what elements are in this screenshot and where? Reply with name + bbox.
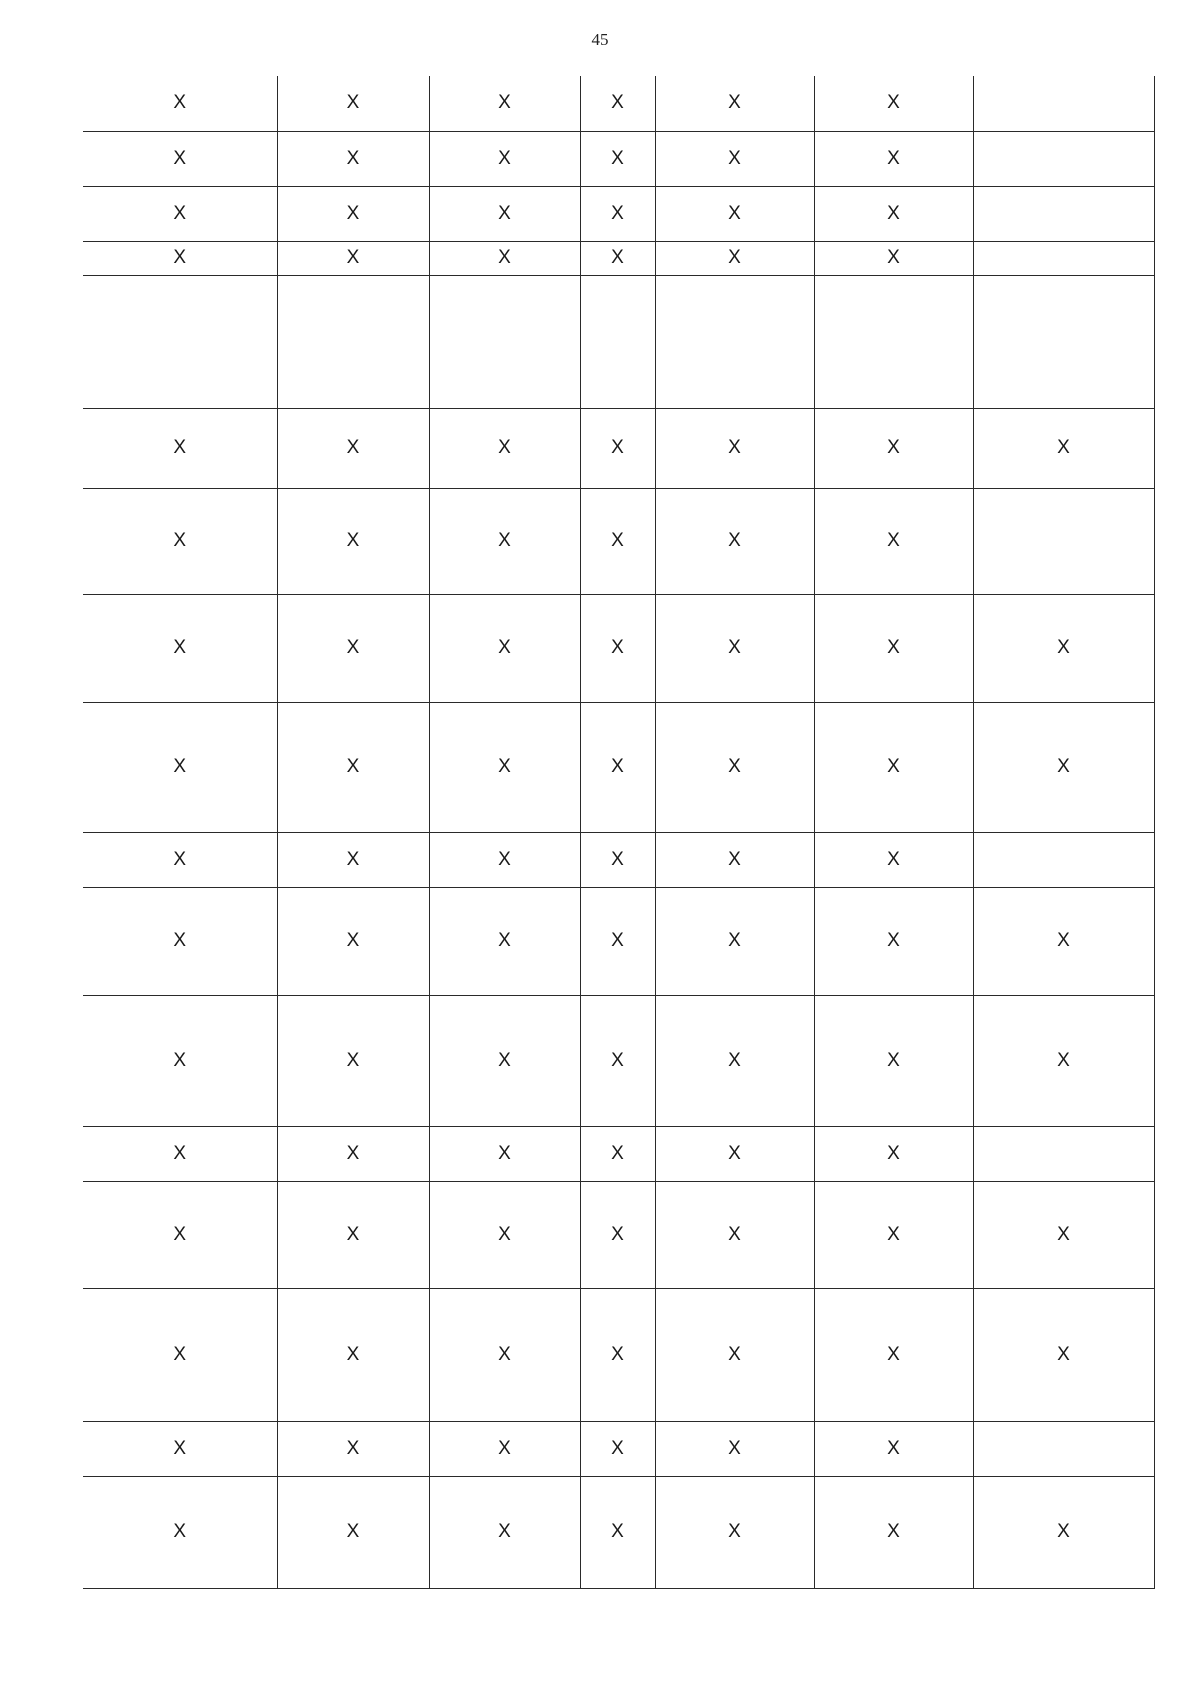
- table-cell: X: [277, 702, 429, 832]
- table-cell: X: [580, 1126, 655, 1181]
- table-cell: X: [429, 408, 580, 488]
- table-cell: X: [814, 832, 973, 887]
- table-cell: X: [277, 186, 429, 241]
- table-cell: X: [814, 131, 973, 186]
- table-cell: X: [83, 131, 277, 186]
- table-cell: X: [429, 241, 580, 275]
- table-cell: X: [83, 76, 277, 131]
- table-cell: X: [580, 1421, 655, 1476]
- table-cell: X: [429, 76, 580, 131]
- table-cell: X: [814, 76, 973, 131]
- table-body: [83, 76, 1154, 1588]
- table-cell: X: [429, 1126, 580, 1181]
- table-cell: X: [83, 408, 277, 488]
- table-row: [83, 1181, 1154, 1288]
- table-cell: X: [814, 1288, 973, 1421]
- table-row: [83, 408, 1154, 488]
- table-cell: X: [83, 832, 277, 887]
- table-cell: X: [83, 186, 277, 241]
- table-cell: X: [83, 241, 277, 275]
- table-cell: X: [277, 488, 429, 594]
- table-row: [83, 1421, 1154, 1476]
- table-cell: X: [580, 887, 655, 995]
- table-cell: X: [814, 887, 973, 995]
- table-cell: X: [655, 887, 814, 995]
- table-cell: X: [83, 995, 277, 1126]
- table-cell: X: [580, 832, 655, 887]
- table-cell: X: [83, 1181, 277, 1288]
- table-cell: X: [429, 1181, 580, 1288]
- table-cell: X: [429, 186, 580, 241]
- table-cell: [973, 488, 1154, 594]
- table-row: [83, 995, 1154, 1126]
- table-row: [83, 887, 1154, 995]
- table-cell: X: [429, 832, 580, 887]
- table-cell: X: [580, 1181, 655, 1288]
- table-cell: [973, 186, 1154, 241]
- table-row: [83, 76, 1154, 131]
- table-cell: X: [83, 1288, 277, 1421]
- table-cell: X: [83, 1421, 277, 1476]
- table-cell: X: [814, 241, 973, 275]
- table-row: [83, 241, 1154, 275]
- table-cell: X: [814, 594, 973, 702]
- table-cell: X: [277, 1288, 429, 1421]
- table-cell: X: [655, 594, 814, 702]
- table-cell: X: [83, 488, 277, 594]
- table-cell: X: [655, 488, 814, 594]
- table-row: [83, 832, 1154, 887]
- table-cell: X: [655, 832, 814, 887]
- table-cell: X: [814, 186, 973, 241]
- table-cell: X: [814, 1421, 973, 1476]
- table-cell: X: [580, 408, 655, 488]
- table-cell: X: [973, 1476, 1154, 1588]
- table-cell: X: [580, 1476, 655, 1588]
- table-cell: X: [580, 186, 655, 241]
- table-cell: X: [429, 594, 580, 702]
- table-cell: X: [814, 1476, 973, 1588]
- table-cell: [655, 275, 814, 408]
- table-cell: X: [655, 76, 814, 131]
- table-cell: X: [655, 408, 814, 488]
- table-cell: X: [655, 186, 814, 241]
- table-cell: X: [429, 1288, 580, 1421]
- table-cell: X: [580, 1288, 655, 1421]
- table-cell: X: [429, 1421, 580, 1476]
- table-cell: X: [655, 131, 814, 186]
- table-cell: X: [429, 887, 580, 995]
- table-cell: [973, 1126, 1154, 1181]
- table-cell: X: [277, 995, 429, 1126]
- table-cell: X: [655, 1288, 814, 1421]
- table-cell: X: [277, 594, 429, 702]
- table-cell: X: [277, 131, 429, 186]
- table-cell: X: [83, 594, 277, 702]
- table-cell: X: [277, 832, 429, 887]
- table-cell: X: [814, 1181, 973, 1288]
- table-row: [83, 594, 1154, 702]
- table-cell: X: [580, 131, 655, 186]
- table-cell: [973, 832, 1154, 887]
- table-cell: X: [429, 995, 580, 1126]
- table-cell: X: [580, 488, 655, 594]
- table-cell: X: [277, 76, 429, 131]
- table-cell: X: [655, 995, 814, 1126]
- table-cell: X: [655, 702, 814, 832]
- table-cell: X: [83, 1126, 277, 1181]
- table-cell: X: [814, 702, 973, 832]
- table-cell: X: [973, 1181, 1154, 1288]
- table-row: [83, 702, 1154, 832]
- table-row: [83, 131, 1154, 186]
- table-cell: [973, 275, 1154, 408]
- table-cell: [429, 275, 580, 408]
- table-cell: X: [814, 408, 973, 488]
- marks-table: [83, 76, 1155, 1589]
- table-cell: X: [973, 702, 1154, 832]
- table-cell: X: [973, 1288, 1154, 1421]
- table-cell: X: [973, 408, 1154, 488]
- table-cell: X: [655, 241, 814, 275]
- table-cell: X: [277, 1181, 429, 1288]
- table-cell: X: [429, 131, 580, 186]
- table-cell: X: [814, 1126, 973, 1181]
- table-cell: X: [83, 702, 277, 832]
- table-row: [83, 275, 1154, 408]
- table-cell: X: [277, 1476, 429, 1588]
- table-cell: X: [814, 488, 973, 594]
- table-cell: X: [580, 241, 655, 275]
- table-row: [83, 1126, 1154, 1181]
- table-cell: [973, 241, 1154, 275]
- table-cell: X: [973, 594, 1154, 702]
- table-cell: X: [429, 488, 580, 594]
- table-row: [83, 488, 1154, 594]
- table-cell: X: [655, 1476, 814, 1588]
- table-cell: X: [277, 1126, 429, 1181]
- table-cell: X: [580, 594, 655, 702]
- table-cell: X: [655, 1126, 814, 1181]
- table-cell: [580, 275, 655, 408]
- table-cell: X: [277, 241, 429, 275]
- table-row: [83, 1476, 1154, 1588]
- table-row: [83, 1288, 1154, 1421]
- table-cell: X: [83, 887, 277, 995]
- table-cell: X: [655, 1181, 814, 1288]
- table-cell: X: [973, 887, 1154, 995]
- table-cell: [814, 275, 973, 408]
- table-cell: X: [973, 995, 1154, 1126]
- table-cell: X: [277, 408, 429, 488]
- table-cell: X: [814, 995, 973, 1126]
- table-cell: [973, 76, 1154, 131]
- table-cell: X: [580, 702, 655, 832]
- table-cell: X: [580, 76, 655, 131]
- table-cell: X: [277, 1421, 429, 1476]
- table-cell: [83, 275, 277, 408]
- table-cell: [973, 1421, 1154, 1476]
- table-cell: X: [83, 1476, 277, 1588]
- table-cell: X: [580, 995, 655, 1126]
- table-cell: X: [429, 1476, 580, 1588]
- table-cell: [277, 275, 429, 408]
- page-number: 45: [591, 30, 609, 49]
- table-cell: X: [277, 887, 429, 995]
- table-cell: [973, 131, 1154, 186]
- table-row: [83, 186, 1154, 241]
- table-cell: X: [429, 702, 580, 832]
- table-cell: X: [655, 1421, 814, 1476]
